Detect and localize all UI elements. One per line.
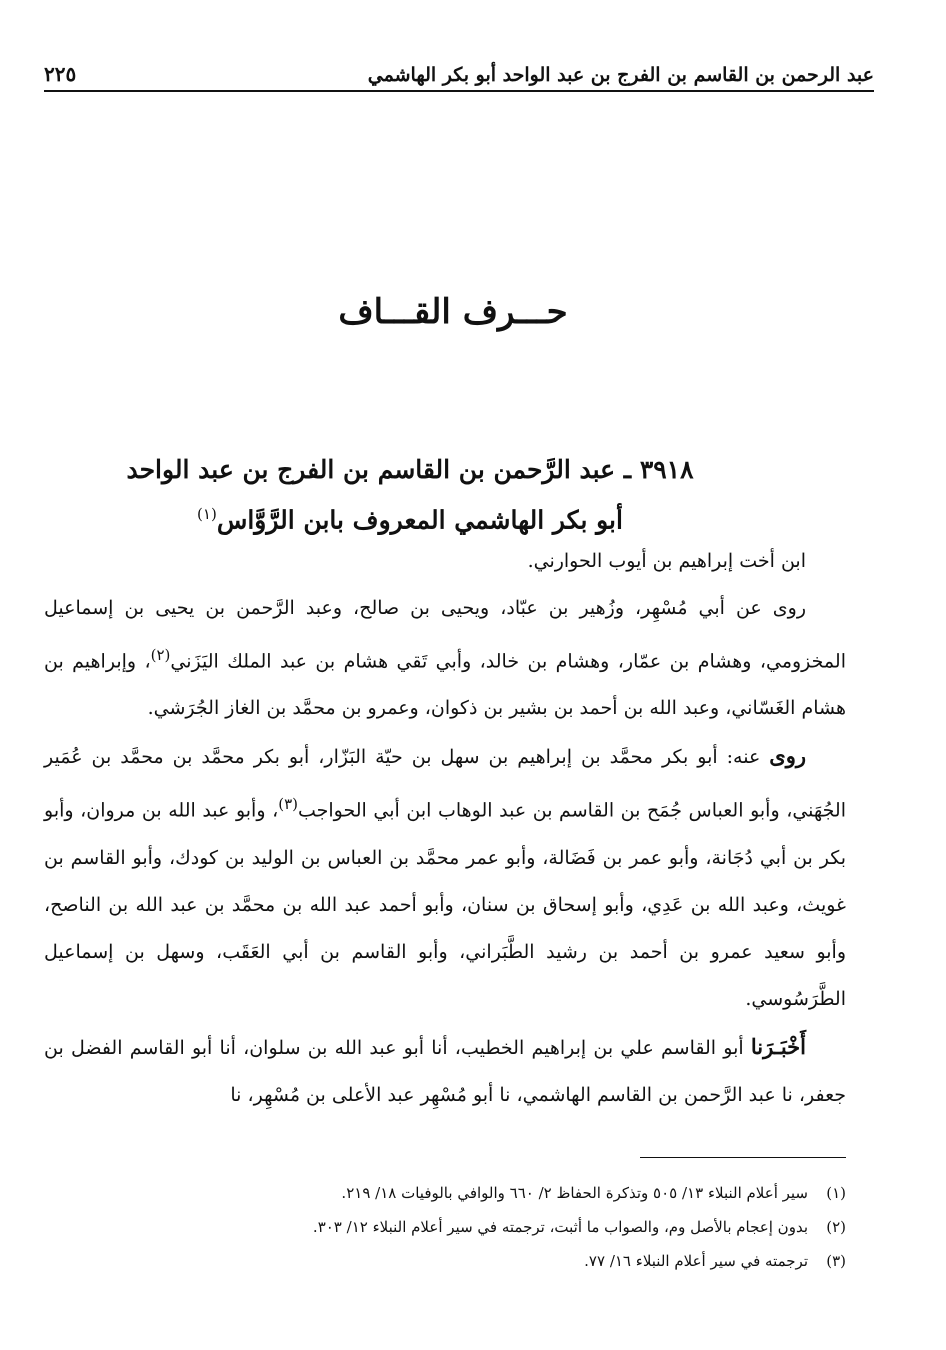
- paragraph-narrated-from: [44, 585, 846, 732]
- entry-body: [44, 538, 846, 1119]
- paragraph-isnad-lead: أَخْبَـرَنا: [750, 1033, 806, 1059]
- footnote-text: سير أعلام النبلاء ١٣/ ٥٠٥ وتذكرة الحفاظ ٢/ ٦٦٠ والوافي بالوفيات ١٨/ ٢١٩.: [341, 1184, 808, 1202]
- footnote-text: ترجمته في سير أعلام النبلاء ١٦/ ٧٧.: [584, 1252, 808, 1270]
- footnote-ref-1: (١): [197, 505, 217, 523]
- footnote-number: (٢): [826, 1218, 846, 1236]
- footnote-ref-3: (٣): [278, 795, 298, 814]
- paragraph-isnad-text: أبو القاسم علي بن إبراهيم الخطيب، أنا أبو عبد الله بن سلوان، أنا أبو القاسم الفضل بن جعفر، نا عبد الرَّحمن بن القاسم الهاشمي، نا أبو مُسْهِر عبد الأعلى بن مُسْهِر، نا: [44, 1036, 846, 1106]
- paragraph-isnad: [44, 1023, 846, 1119]
- entry-heading-line-2-text: أبو بكر الهاشمي المعروف بابن الرَّوَّاس: [216, 505, 623, 535]
- entry-heading-line-2: [90, 492, 730, 542]
- entry-heading: [90, 448, 730, 542]
- chapter-title: حـــرف القـــاف: [338, 292, 568, 332]
- entry-heading-line-1: ٣٩١٨ ـ عبد الرَّحمن بن القاسم بن الفرج بن عبد الواحد: [126, 455, 694, 484]
- footnote-separator: [640, 1157, 846, 1158]
- paragraph-narrators-text-b: ، وأبو عبد الله بن مروان، وأبو بكر بن أبي دُجَانة، وأبو عمر بن فَضَالة، وأبو عمر محمَّد بن العباس بن الوليد بن كودك، وأبو القاسم بن غويث، وعبد الله بن عَدِي، وأبو إسحاق بن سنان، وأبو أحمد عبد الله بن محمَّد بن عبد الله بن الناصح، وأبو سعيد عمرو بن أحمد بن رشيد الطَّبَراني، وأبو القاسم بن أبي العَقَب، وسهل بن إسماعيل الطَّرَسُوسي.: [44, 799, 846, 1010]
- paragraph-narrated-from-text-a: روى عن أبي مُسْهِر، وزُهير بن عبّاد، ويحيى بن صالح، وعبد الرَّحمن بن يحيى بن إسماعيل المخزومي، وهشام بن عمّار، وهشام بن خالد، وأبي تَقي هشام بن عبد الملك اليَزَني: [44, 597, 846, 673]
- page-number: ٢٢٥: [44, 62, 77, 86]
- footnote-item: [130, 1244, 846, 1278]
- paragraph-narrators-text-a: عنه: أبو بكر محمَّد بن إبراهيم بن سهل بن حيّة البَزّار، أبو بكر محمَّد بن محمَّد بن عُمَير الجُهَني، وأبو العباس جُمَح بن القاسم بن عبد الوهاب ابن أبي الحواجب: [44, 746, 846, 822]
- footnote-item: [130, 1176, 846, 1210]
- running-title: عبد الرحمن بن القاسم بن الفرج بن عبد الواحد أبو بكر الهاشمي: [367, 64, 874, 86]
- footnotes: [130, 1176, 846, 1278]
- paragraph-narrators: [44, 732, 846, 1022]
- running-header: [44, 50, 874, 92]
- footnote-number: (١): [826, 1184, 846, 1202]
- footnote-item: [130, 1210, 846, 1244]
- paragraph-narrators-lead: روى: [769, 743, 806, 769]
- paragraph-lineage: ابن أخت إبراهيم بن أيوب الحوارني.: [527, 550, 806, 572]
- footnote-text: بدون إعجام بالأصل وم، والصواب ما أثبت، ترجمته في سير أعلام النبلاء ١٢/ ٣٠٣.: [312, 1218, 808, 1236]
- footnote-number: (٣): [826, 1252, 846, 1270]
- footnote-ref-2: (٢): [150, 646, 171, 664]
- paragraph-narrated-from-text-b: ، وإبراهيم بن هشام الغَسّاني، وعبد الله بن أحمد بن بشير بن ذكوان، وعمرو بن محمَّد بن الغاز الجُرَشي.: [44, 650, 846, 720]
